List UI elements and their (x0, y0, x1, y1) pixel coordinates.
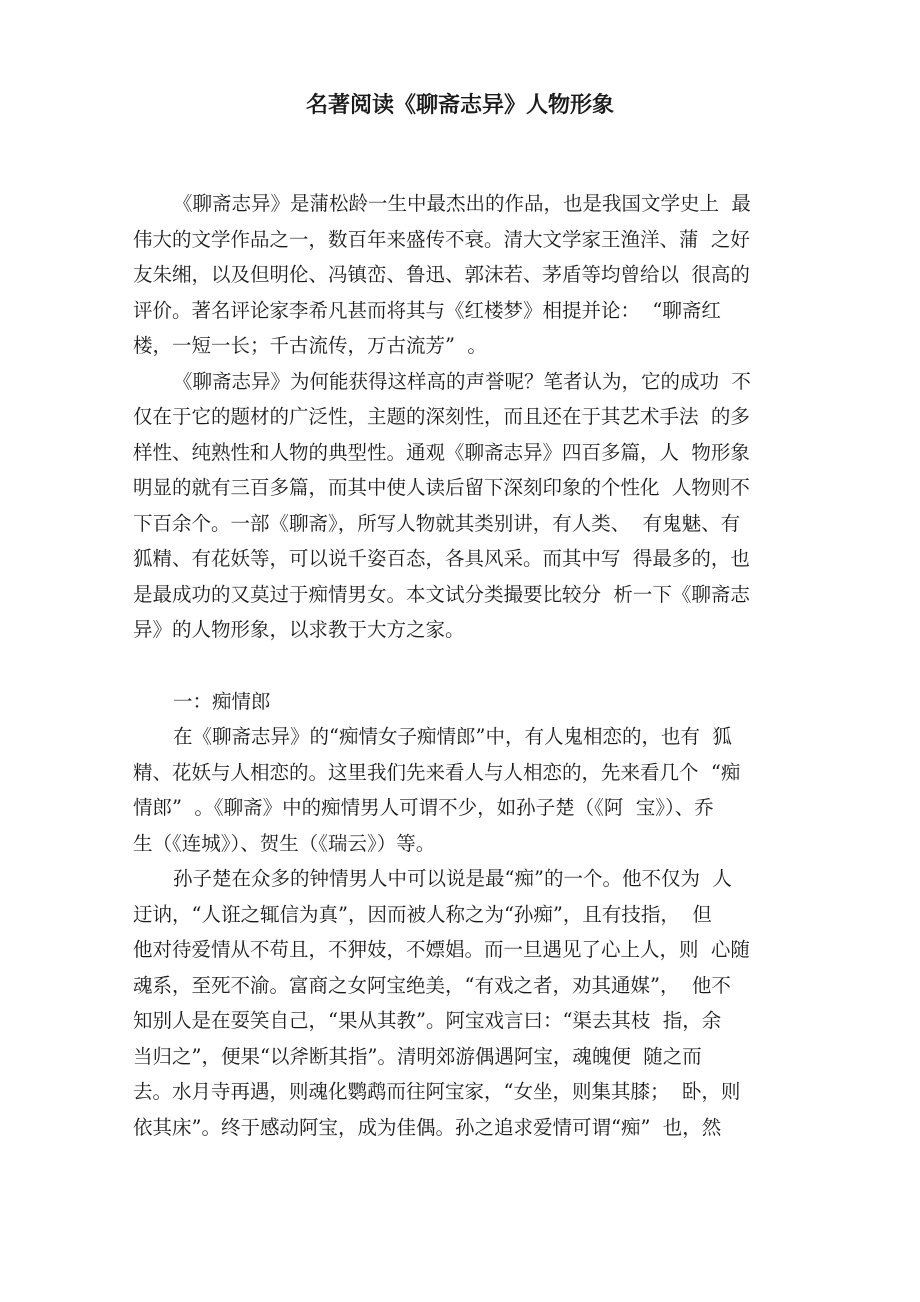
text-line: 《聊斋志异》为何能获得这样高的声誉呢？笔者认为，它的成功 不 (173, 369, 751, 393)
text-line: 在《聊斋志异》的“痴情女子痴情郎”中，有人鬼相恋的，也有 狐 (173, 725, 732, 748)
text-line: 是最成功的又莫过于痴情男女。本文试分类撮要比较分 析一下《聊斋志 (133, 582, 750, 606)
text-line: 去。水月寺再遇，则魂化鹦鹉而往阿宝家，“女坐，则集其膝； 卧，则 (133, 1080, 741, 1103)
text-line: 楼，一短一长；千古流传，万古流芳” 。 (133, 334, 487, 357)
text-line: 仅在于它的题材的广泛性，主题的深刻性，而且还在于其艺术手法 的多 (133, 405, 750, 428)
text-line: 他对待爱情从不苟且，不狎妓，不嫖娼。而一旦遇见了心上人，则 心随 (133, 938, 750, 961)
text-line: 情郎” 。《聊斋》中的痴情男人可谓不少，如孙子楚（《阿 宝》）、乔 (133, 796, 714, 819)
text-line: 当归之”，便果“以斧断其指”。清明郊游偶遇阿宝，魂魄便 随之而 (133, 1044, 702, 1068)
text-line: 迂讷，“人诳之辄信为真”，因而被人称之为“孙痴”，且有技指， 但 (133, 902, 712, 926)
intro-paragraph-2 (133, 364, 793, 648)
intro-paragraph-1 (133, 186, 793, 364)
text-line: 魂系，至死不渝。富商之女阿宝绝美，“有戏之者，劝其通媒”， 他不 (133, 973, 731, 997)
text-line: 伟大的文学作品之一，数百年来盛传不衰。清大文学家王渔洋、蒲 之好 (133, 227, 750, 251)
page-title: 名著阅读《聊斋志异》人物形象 (305, 93, 614, 118)
text-line: 孙子楚在众多的钟情男人中可以说是最“痴”的一个。他不仅为 人 (173, 867, 732, 890)
section1-paragraph-1 (133, 719, 793, 861)
text-line: 评价。著名评论家李希凡甚而将其与《红楼梦》相提并论： “聊斋红 (133, 298, 721, 322)
text-line: 明显的就有三百多篇，而其中使人读后留下深刻印象的个性化 人物则不 (133, 476, 750, 499)
text-line: 《聊斋志异》是蒲松龄一生中最杰出的作品，也是我国文学史上 最 (173, 192, 751, 215)
text-line: 下百余个。一部《聊斋》，所写人物就其类别讲，有人类、 有鬼魅、有 (133, 511, 741, 535)
text-line: 友朱缃，以及但明伦、冯镇峦、鲁迅、郭沫若、茅盾等均曾给以 很高的 (133, 263, 750, 286)
text-line: 样性、纯熟性和人物的典型性。通观《聊斋志异》四百多篇，人 物形象 (133, 440, 750, 464)
text-line: 异》的人物形象，以求教于大方之家。 (133, 618, 465, 641)
text-line: 精、花妖与人相恋的。这里我们先来看人与人相恋的，先来看几个 “痴 (133, 760, 741, 784)
section1-paragraph-2 (133, 861, 793, 1145)
text-line: 依其床”。终于感动阿宝，成为佳偶。孙之追求爱情可谓“痴” 也，然 (133, 1115, 722, 1139)
document-body (133, 186, 793, 1145)
section-heading: 一：痴情郎 (173, 689, 271, 713)
text-line: 生（《连城》）、贺生（《瑞云》）等。 (133, 831, 436, 855)
section-gap (133, 648, 793, 684)
text-line: 知别人是在耍笑自己，“果从其教”。阿宝戏言曰：“渠去其枝 指，余 (133, 1009, 722, 1032)
text-line: 狐精、有花妖等，可以说千姿百态，各具风采。而其中写 得最多的，也 (133, 547, 750, 570)
